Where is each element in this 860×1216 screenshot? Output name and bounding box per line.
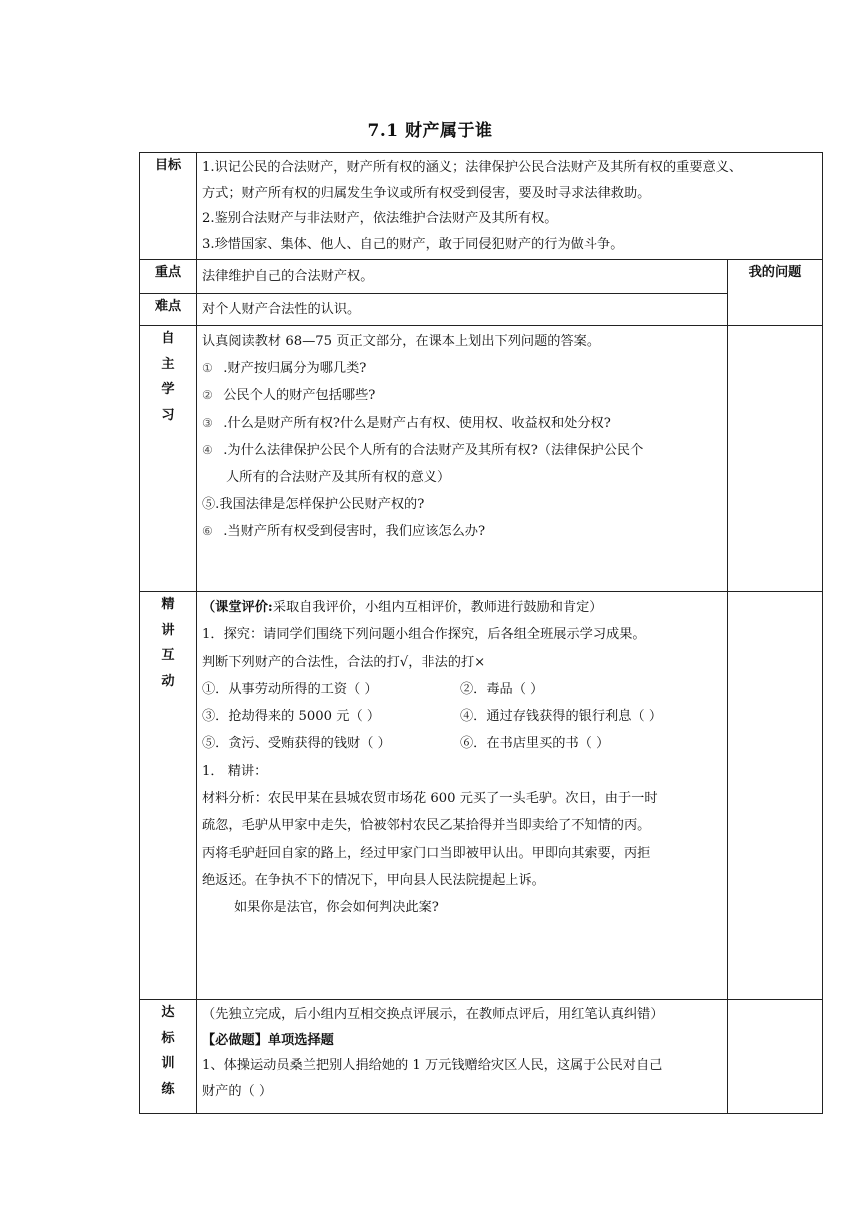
key-point-text: 法律维护自己的合法财产权。 bbox=[202, 268, 374, 284]
training-row bbox=[140, 1000, 823, 1114]
label-char: 讲 bbox=[161, 622, 175, 638]
my-questions-area[interactable] bbox=[728, 1000, 823, 1114]
material-line: 绝返还。在争执不下的情况下，甲向县人民法院提起上诉。 bbox=[202, 872, 545, 888]
goals-label: 目标 bbox=[140, 153, 197, 260]
my-questions-area[interactable] bbox=[728, 326, 823, 592]
item-text: .什么是财产所有权?什么是财产占有权、使用权、收益权和处分权? bbox=[219, 415, 611, 431]
judge-item: ⑥．在书店里买的书（ ） bbox=[460, 736, 610, 752]
material-line: 疏忽，毛驴从甲家中走失，恰被邻村农民乙某拾得并当即卖给了不知情的丙。 bbox=[202, 818, 651, 834]
lecture-row bbox=[140, 592, 823, 1000]
training-instruction: （先独立完成，后小组内互相交换点评展示，在教师点评后，用红笔认真纠错） bbox=[202, 1007, 664, 1022]
item-number: ① bbox=[202, 361, 213, 376]
list-item bbox=[202, 518, 723, 545]
self-study-intro: 认真阅读教材 68—75 页正文部分，在课本上划出下列问题的答案。 bbox=[202, 334, 601, 349]
evaluation-text: 采取自我评价，小组内互相评价，教师进行鼓励和肯定） bbox=[272, 600, 603, 615]
label-char: 学 bbox=[161, 382, 175, 397]
difficulty-label: 难点 bbox=[140, 294, 197, 326]
item-text: .当财产所有权受到侵害时，我们应该怎么办? bbox=[219, 524, 486, 540]
question-line: 1、体操运动员桑兰把别人捐给她的 1 万元钱赠给灾区人民，这属于公民对自己 bbox=[202, 1058, 663, 1073]
question-line: 财产的（ ） bbox=[202, 1083, 273, 1099]
goals-row bbox=[140, 153, 823, 260]
goals-content bbox=[197, 153, 823, 260]
judge-instruction: 判断下列财产的合法性，合法的打√，非法的打× bbox=[202, 654, 486, 670]
label-char: 习 bbox=[161, 407, 175, 423]
goal-line: 2.鉴别合法财产与非法财产，依法维护合法财产及其所有权。 bbox=[202, 211, 558, 226]
item-text: .财产按归属分为哪几类? bbox=[219, 361, 367, 377]
list-item: ⑤.我国法律是怎样保护公民财产权的? bbox=[202, 497, 425, 513]
list-item bbox=[202, 382, 723, 409]
judge-question: 如果你是法官，你会如何判决此案? bbox=[234, 900, 439, 916]
item-number: ④ bbox=[202, 442, 213, 457]
judge-pair bbox=[202, 703, 723, 730]
list-item-continuation: 人所有的合法财产及其所有权的意义） bbox=[226, 470, 451, 486]
difficulty-content bbox=[197, 294, 728, 326]
goal-line: 方式；财产所有权的归属发生争议或所有权受到侵害，要及时寻求法律救助。 bbox=[202, 185, 651, 201]
list-item bbox=[202, 437, 723, 464]
label-char: 训 bbox=[161, 1056, 175, 1071]
judge-pair bbox=[202, 730, 723, 757]
goal-line: 1.识记公民的合法财产，财产所有权的涵义；法律保护公民合法财产及其所有权的重要意义、 bbox=[202, 160, 743, 175]
item-number: ② bbox=[202, 388, 213, 403]
label-char: 主 bbox=[161, 356, 175, 372]
self-study-row bbox=[140, 326, 823, 592]
judge-item: ④．通过存钱获得的银行利息（ ） bbox=[460, 709, 663, 725]
item-text: .为什么法律保护公民个人所有的合法财产及其所有权?（法律保护公民个 bbox=[219, 442, 644, 458]
label-char: 动 bbox=[161, 673, 175, 689]
lecture-content bbox=[197, 592, 728, 1000]
judge-item: ③．抢劫得来的 5000 元（ ） bbox=[202, 709, 381, 725]
label-char: 自 bbox=[161, 331, 175, 346]
label-char: 互 bbox=[161, 648, 175, 663]
judge-item: ⑤．贪污、受贿获得的钱财（ ） bbox=[202, 736, 391, 752]
label-char: 达 bbox=[161, 1005, 175, 1020]
list-item bbox=[202, 410, 723, 437]
self-study-label bbox=[140, 326, 197, 592]
judge-item: ②．毒品（ ） bbox=[460, 681, 544, 697]
training-label bbox=[140, 1000, 197, 1114]
page-title: 7.1 财产属于谁 bbox=[367, 121, 493, 141]
label-char: 精 bbox=[161, 597, 175, 612]
training-content bbox=[197, 1000, 728, 1114]
lecture-heading: 1． 精讲： bbox=[202, 763, 268, 779]
section-heading: 【必做题】单项选择题 bbox=[202, 1032, 334, 1048]
material-line: 材料分析：农民甲某在县城农贸市场花 600 元买了一头毛驴。次日，由于一时 bbox=[202, 791, 658, 807]
difficulty-text: 对个人财产合法性的认识。 bbox=[202, 301, 361, 317]
evaluation-heading: （课堂评价: bbox=[202, 600, 273, 615]
explore-text: 1．探究：请同学们围绕下列问题小组合作探究，后各组全班展示学习成果。 bbox=[202, 627, 646, 643]
goal-line: 3.珍惜国家、集体、他人、自己的财产，敢于同侵犯财产的行为做斗争。 bbox=[202, 236, 624, 252]
item-text: 公民个人的财产包括哪些? bbox=[219, 388, 376, 404]
judge-pair bbox=[202, 676, 723, 703]
label-char: 标 bbox=[161, 1030, 175, 1046]
self-study-content bbox=[197, 326, 728, 592]
list-item bbox=[202, 355, 723, 382]
judge-item: ①．从事劳动所得的工资（ ） bbox=[202, 681, 378, 697]
class-evaluation bbox=[202, 594, 723, 621]
lesson-plan-table bbox=[139, 152, 823, 1114]
key-point-content bbox=[197, 260, 728, 294]
difficulty-row bbox=[140, 294, 823, 326]
lecture-label bbox=[140, 592, 197, 1000]
material-line: 丙将毛驴赶回自家的路上，经过甲家门口当即被甲认出。甲即向其索要，丙拒 bbox=[202, 845, 651, 861]
item-number: ⑥ bbox=[202, 524, 213, 539]
key-point-label: 重点 bbox=[140, 260, 197, 294]
item-number: ③ bbox=[202, 415, 213, 430]
my-questions-area[interactable] bbox=[728, 592, 823, 1000]
key-point-row bbox=[140, 260, 823, 294]
my-questions-label: 我的问题 bbox=[728, 260, 823, 326]
label-char: 练 bbox=[161, 1081, 175, 1097]
